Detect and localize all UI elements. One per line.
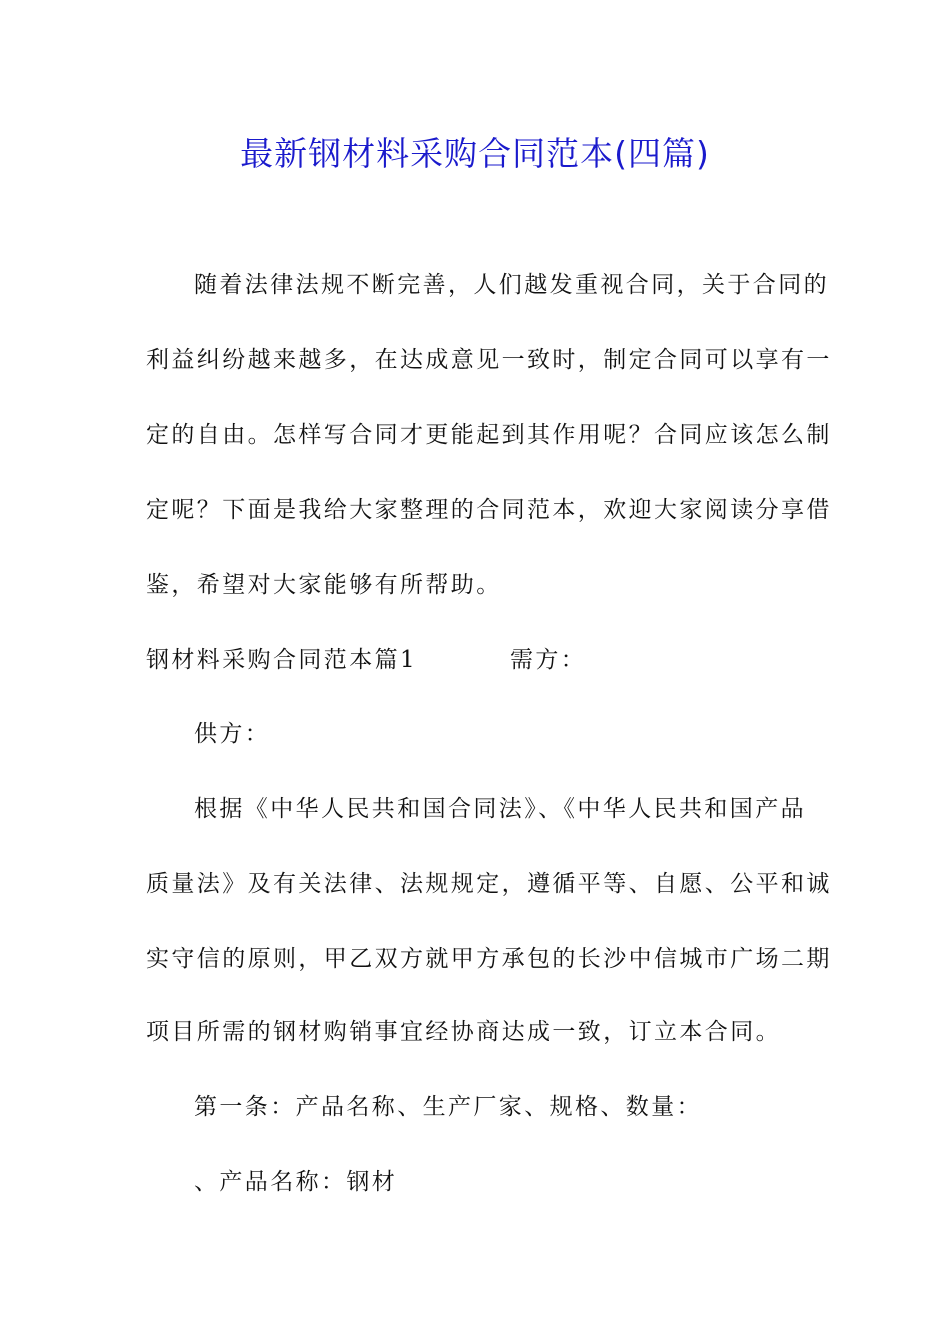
basis-line-2: 质量法》及有关法律、法规规定，遵循平等、自愿、公平和诚 bbox=[146, 871, 832, 897]
intro-line-1: 随着法律法规不断完善，人们越发重视合同，关于合同的 bbox=[194, 272, 829, 298]
intro-line-2: 利益纠纷越来越多，在达成意见一致时，制定合同可以享有一 bbox=[146, 347, 832, 373]
intro-line-5: 鉴，希望对大家能够有所帮助。 bbox=[146, 572, 502, 598]
intro-line-3: 定的自由。怎样写合同才更能起到其作用呢？合同应该怎么制 bbox=[146, 422, 832, 448]
basis-line-1: 根据《中华人民共和国合同法》、《中华人民共和国产品 bbox=[194, 796, 806, 822]
basis-line-3: 实守信的原则，甲乙双方就甲方承包的长沙中信城市广场二期 bbox=[146, 946, 832, 972]
section-heading: 钢材料采购合同范本篇1 bbox=[146, 647, 418, 673]
supply-party-label: 供方： bbox=[194, 721, 271, 747]
basis-line-4: 项目所需的钢材购销事宜经协商达成一致，订立本合同。 bbox=[146, 1019, 781, 1045]
article-1-heading: 第一条：产品名称、生产厂家、规格、数量： bbox=[194, 1094, 702, 1120]
document-title: 最新钢材料采购合同范本(四篇) bbox=[240, 134, 710, 173]
demand-party-label: 需方： bbox=[510, 647, 587, 673]
intro-line-4: 定呢？下面是我给大家整理的合同范本，欢迎大家阅读分享借 bbox=[146, 497, 832, 523]
product-name-line: 、产品名称：钢材 bbox=[194, 1169, 398, 1195]
